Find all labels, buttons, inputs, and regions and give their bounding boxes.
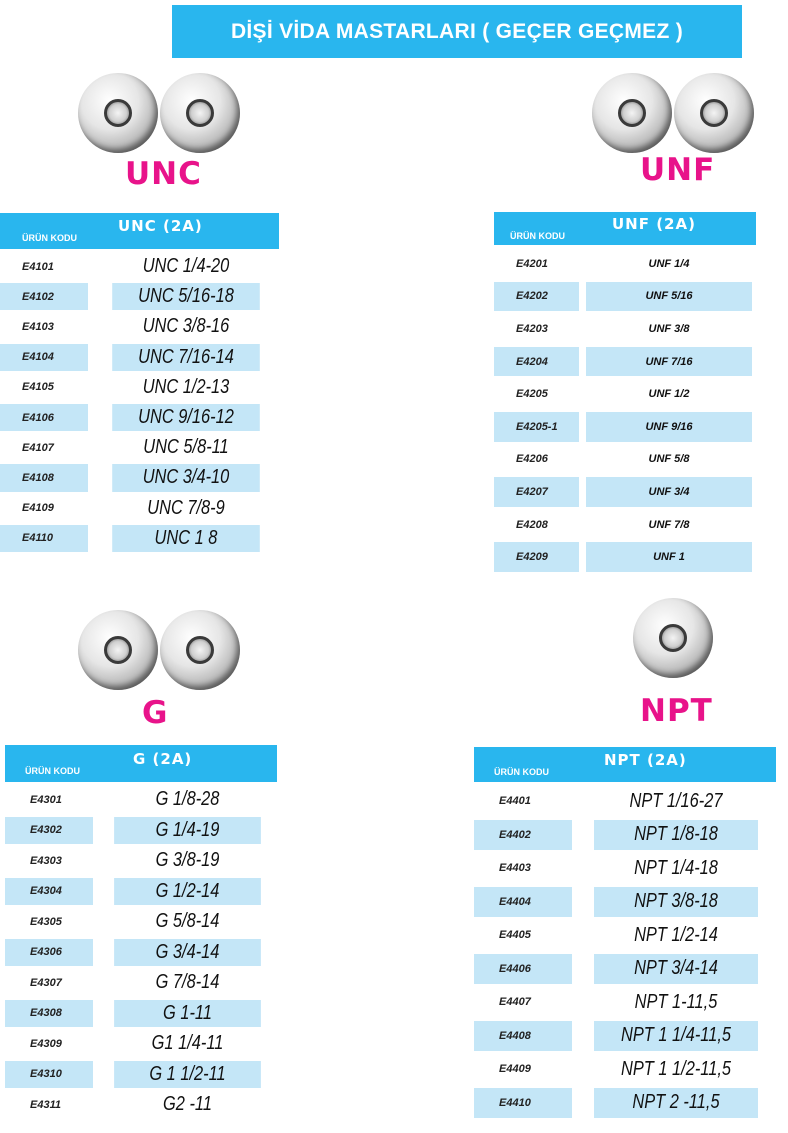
- thread-size: [586, 347, 752, 377]
- product-code: E4305: [30, 915, 62, 928]
- product-code: E4107: [22, 441, 54, 454]
- table-row: [5, 908, 277, 936]
- thread-size: [586, 445, 752, 475]
- table-row: [494, 412, 756, 442]
- thread-size-label: G 3/4-14: [155, 940, 220, 963]
- thread-size-label: NPT 3/4-14: [634, 957, 718, 980]
- thread-size-label: UNF 7/16: [645, 355, 693, 368]
- table-row: [494, 314, 756, 344]
- thread-size: [594, 954, 758, 985]
- thread-size: [114, 878, 261, 906]
- thread-size: [114, 1030, 261, 1058]
- thread-size-label: NPT 2 -11,5: [632, 1091, 720, 1114]
- thread-size-label: UNF 5/16: [645, 290, 693, 303]
- product-code: E4102: [0, 283, 88, 310]
- thread-size: [112, 404, 260, 431]
- table-row: [0, 344, 279, 371]
- unc-header-name: UNC (2A): [118, 217, 203, 235]
- table-row: [494, 379, 756, 409]
- product-code: E4310: [5, 1061, 93, 1089]
- thread-size: [114, 847, 261, 875]
- thread-size: [594, 820, 758, 851]
- table-row: [494, 477, 756, 507]
- thread-size-label: G 1/8-28: [155, 788, 220, 811]
- thread-size-label: UNC 5/16-18: [138, 285, 234, 308]
- thread-size-label: UNF 3/4: [648, 485, 690, 498]
- thread-size-label: UNC 5/8-11: [143, 436, 229, 459]
- unc-section-title: UNC: [125, 156, 202, 192]
- thread-size-label: G 1 1/2-11: [149, 1062, 226, 1085]
- thread-size-label: G 1/4-19: [155, 818, 220, 841]
- thread-size-label: G1 1/4-11: [151, 1032, 224, 1055]
- thread-size: [594, 1088, 758, 1119]
- table-row: [5, 1030, 277, 1058]
- page-title: DİŞİ VİDA MASTARLARI ( GEÇER GEÇMEZ ): [230, 19, 684, 43]
- table-row: [474, 987, 776, 1018]
- product-code: E4403: [499, 862, 531, 875]
- product-code: E4407: [499, 996, 531, 1009]
- product-code: E4103: [22, 320, 54, 333]
- table-row: [494, 282, 756, 312]
- thread-size: [586, 249, 752, 279]
- thread-size: [112, 464, 260, 491]
- table-row: [0, 313, 279, 340]
- thread-size: [594, 987, 758, 1018]
- thread-size: [114, 1091, 261, 1119]
- table-row: [474, 1088, 776, 1119]
- thread-size: [114, 908, 261, 936]
- product-code: E4205-1: [494, 412, 579, 442]
- thread-size: [586, 477, 752, 507]
- thread-size: [586, 379, 752, 409]
- thread-size: [114, 1000, 261, 1028]
- product-code: E4409: [499, 1063, 531, 1076]
- table-row: [0, 404, 279, 431]
- table-row: [474, 1054, 776, 1085]
- table-row: [5, 939, 277, 967]
- thread-size: [114, 969, 261, 997]
- thread-size: [114, 1061, 261, 1089]
- product-code: E4408: [474, 1021, 572, 1052]
- product-code: E4401: [499, 795, 531, 808]
- thread-size: [594, 920, 758, 951]
- table-row: [474, 1021, 776, 1052]
- product-code: E4204: [494, 347, 579, 377]
- thread-size-label: UNC 1 8: [154, 526, 218, 549]
- thread-size-label: NPT 1 1/4-11,5: [620, 1024, 731, 1047]
- thread-size-label: G2 -11: [163, 1093, 212, 1116]
- g-gauge-image: [78, 610, 248, 690]
- thread-size-label: NPT 1/8-18: [634, 823, 718, 846]
- thread-size: [112, 283, 260, 310]
- table-row: [494, 249, 756, 279]
- table-row: [474, 820, 776, 851]
- table-row: [5, 786, 277, 814]
- thread-size: [594, 1021, 758, 1052]
- thread-size-label: NPT 1-11,5: [634, 990, 718, 1013]
- thread-size: [114, 817, 261, 845]
- unf-header-name: UNF (2A): [612, 214, 696, 233]
- product-code: E4104: [0, 344, 88, 371]
- g-header-code: ÜRÜN KODU: [25, 765, 80, 776]
- product-code: E4405: [499, 929, 531, 942]
- thread-size-label: NPT 1/2-14: [634, 923, 718, 946]
- thread-size: [112, 344, 260, 371]
- thread-size: [114, 939, 261, 967]
- thread-size-label: NPT 1 1/2-11,5: [620, 1057, 731, 1080]
- table-row: [5, 847, 277, 875]
- unf-table-header: [494, 212, 756, 245]
- thread-size: [112, 253, 260, 280]
- product-code: E4307: [30, 976, 62, 989]
- product-code: E4205: [516, 388, 548, 401]
- thread-size-label: UNC 1/2-13: [142, 375, 230, 398]
- thread-size-label: UNF 1/2: [648, 388, 690, 401]
- product-code: E4208: [516, 518, 548, 531]
- thread-size-label: G 1/2-14: [155, 879, 220, 902]
- unf-section-title: UNF: [640, 152, 716, 188]
- thread-size: [594, 853, 758, 884]
- product-code: E4207: [494, 477, 579, 507]
- product-code: E4109: [22, 502, 54, 515]
- thread-size: [586, 314, 752, 344]
- thread-size-label: UNC 9/16-12: [138, 406, 234, 429]
- thread-size: [112, 495, 260, 522]
- unc-table-header: [0, 213, 279, 249]
- product-code: E4306: [5, 939, 93, 967]
- npt-header-name: NPT (2A): [604, 750, 687, 769]
- thread-size: [594, 1054, 758, 1085]
- page-title-banner: [172, 5, 742, 58]
- table-row: [474, 853, 776, 884]
- thread-size-label: NPT 1/4-18: [634, 856, 718, 879]
- product-code: E4209: [494, 542, 579, 572]
- table-row: [474, 887, 776, 918]
- product-code: E4203: [516, 322, 548, 335]
- thread-size-label: UNC 3/4-10: [142, 466, 230, 489]
- thread-size-label: UNF 1: [653, 551, 685, 564]
- npt-table-header: [474, 747, 776, 782]
- product-code: E4106: [0, 404, 88, 431]
- product-code: E4308: [5, 1000, 93, 1028]
- table-row: [0, 283, 279, 310]
- thread-size-label: G 3/8-19: [155, 849, 220, 872]
- thread-size-label: UNF 9/16: [645, 420, 693, 433]
- table-row: [0, 253, 279, 280]
- product-code: E4309: [30, 1037, 62, 1050]
- table-row: [0, 374, 279, 401]
- thread-size: [114, 786, 261, 814]
- table-row: [474, 786, 776, 817]
- product-code: E4105: [22, 381, 54, 394]
- npt-gauge-image: [633, 598, 715, 680]
- product-code: E4404: [474, 887, 572, 918]
- table-row: [5, 1000, 277, 1028]
- table-row: [5, 969, 277, 997]
- thread-size-label: G 7/8-14: [155, 971, 220, 994]
- product-code: E4202: [494, 282, 579, 312]
- thread-size-label: UNC 3/8-16: [142, 315, 230, 338]
- thread-size-label: G 1-11: [163, 1001, 212, 1024]
- g-table-header: [5, 745, 277, 782]
- table-row: [474, 920, 776, 951]
- thread-size-label: UNF 3/8: [648, 322, 690, 335]
- npt-header-code: ÜRÜN KODU: [494, 766, 549, 777]
- product-code: E4201: [516, 257, 548, 270]
- table-row: [494, 347, 756, 377]
- table-row: [0, 464, 279, 491]
- thread-size-label: UNC 7/16-14: [138, 345, 234, 368]
- thread-size: [586, 412, 752, 442]
- unc-header-code: ÜRÜN KODU: [22, 233, 77, 243]
- table-row: [5, 817, 277, 845]
- product-code: E4110: [0, 525, 88, 552]
- unf-gauge-image: [592, 73, 762, 153]
- thread-size: [112, 374, 260, 401]
- g-section-title: G: [142, 695, 169, 731]
- product-code: E4101: [22, 260, 54, 273]
- table-row: [474, 954, 776, 985]
- table-row: [494, 542, 756, 572]
- thread-size-label: UNC 7/8-9: [147, 496, 225, 519]
- table-row: [494, 445, 756, 475]
- thread-size: [112, 313, 260, 340]
- table-row: [494, 510, 756, 540]
- npt-section-title: NPT: [640, 693, 713, 729]
- product-code: E4402: [474, 820, 572, 851]
- product-code: E4206: [516, 453, 548, 466]
- thread-size: [586, 282, 752, 312]
- product-code: E4108: [0, 464, 88, 491]
- table-row: [5, 878, 277, 906]
- thread-size-label: NPT 3/8-18: [634, 890, 718, 913]
- unf-header-code: ÜRÜN KODU: [510, 230, 565, 241]
- product-code: E4311: [30, 1098, 61, 1111]
- table-row: [0, 525, 279, 552]
- thread-size: [112, 525, 260, 552]
- product-code: E4301: [30, 793, 62, 806]
- product-code: E4406: [474, 954, 572, 985]
- thread-size: [586, 542, 752, 572]
- table-row: [0, 495, 279, 522]
- table-row: [5, 1061, 277, 1089]
- product-code: E4303: [30, 854, 62, 867]
- thread-size: [586, 510, 752, 540]
- thread-size: [594, 786, 758, 817]
- product-code: E4410: [474, 1088, 572, 1119]
- thread-size-label: UNF 7/8: [648, 518, 690, 531]
- unc-gauge-image: [78, 73, 248, 153]
- thread-size-label: UNF 5/8: [648, 453, 690, 466]
- thread-size-label: G 5/8-14: [155, 910, 220, 933]
- thread-size-label: UNC 1/4-20: [142, 255, 230, 278]
- table-row: [5, 1091, 277, 1119]
- product-code: E4304: [5, 878, 93, 906]
- thread-size: [112, 434, 260, 461]
- product-code: E4302: [5, 817, 93, 845]
- thread-size-label: UNF 1/4: [648, 257, 690, 270]
- g-header-name: G (2A): [133, 749, 193, 768]
- thread-size-label: NPT 1/16-27: [629, 789, 723, 812]
- thread-size: [594, 887, 758, 918]
- table-row: [0, 434, 279, 461]
